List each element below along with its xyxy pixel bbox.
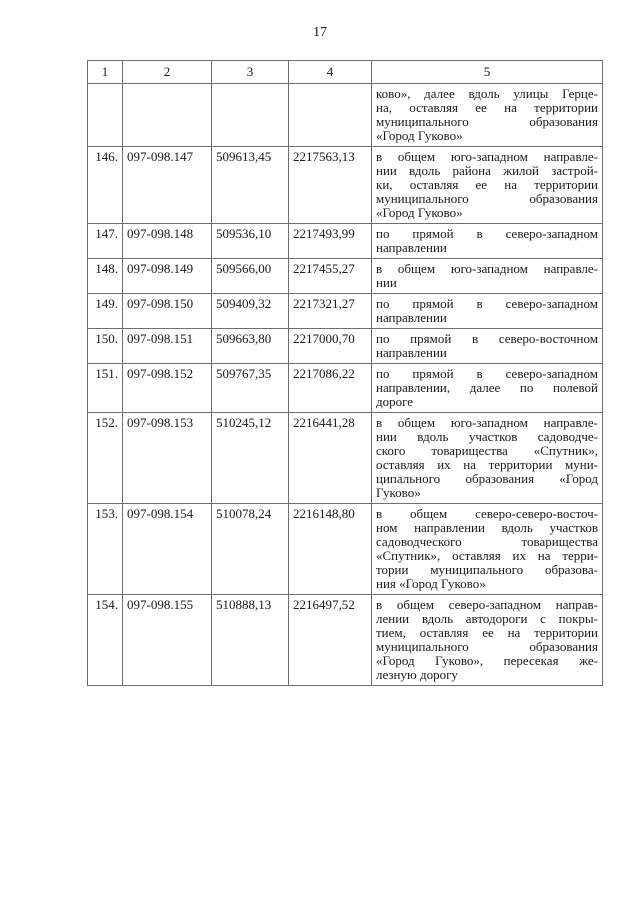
table-row [88, 329, 603, 364]
description-line: в общем юго-западном направле- [376, 415, 598, 430]
table-row [88, 224, 603, 259]
row-number: 154. [88, 595, 123, 686]
row-number: 151. [88, 364, 123, 413]
description-line: на, оставляя ее на территории [376, 100, 598, 115]
description-line: нии вдоль участков садоводче- [376, 429, 598, 444]
point-id: 097-098.151 [123, 329, 212, 364]
header-col-4: 4 [289, 61, 372, 84]
coordinate-y: 2216497,52 [289, 595, 372, 686]
description-line: «Город Гуково», пересекая же- [376, 653, 598, 668]
coordinate-x: 510888,13 [212, 595, 289, 686]
boundary-description [372, 595, 603, 686]
description-line: «Город Гуково» [376, 128, 463, 143]
description-line: муниципального образования [376, 639, 598, 654]
table-row [88, 294, 603, 329]
description-line: оставляя их на территории муни- [376, 457, 598, 472]
row-number: 147. [88, 224, 123, 259]
boundary-description [372, 504, 603, 595]
row-number: 153. [88, 504, 123, 595]
coordinate-y: 2217000,70 [289, 329, 372, 364]
description-line: лезную дорогу [376, 667, 458, 682]
description-line: нии вдоль района жилой застрой- [376, 163, 598, 178]
boundary-description [372, 329, 603, 364]
description-line: в общем юго-западном направле- [376, 261, 598, 276]
point-id: 097-098.149 [123, 259, 212, 294]
coordinate-y: 2216441,28 [289, 413, 372, 504]
header-col-1: 1 [88, 61, 123, 84]
coordinate-x: 509613,45 [212, 147, 289, 224]
coordinate-y: 2217563,13 [289, 147, 372, 224]
description-line: лении вдоль автодороги с покры- [376, 611, 598, 626]
description-line: направлении [376, 345, 447, 360]
description-line: Гуково» [376, 485, 421, 500]
description-line: ки, оставляя ее на территории [376, 177, 598, 192]
coordinate-x: 509536,10 [212, 224, 289, 259]
point-id: 097-098.153 [123, 413, 212, 504]
description-line: ского товарищества «Спутник», [376, 443, 598, 458]
row-number: 146. [88, 147, 123, 224]
description-line: ном направлении вдоль участков [376, 520, 598, 535]
description-line: по прямой в северо-восточном [376, 331, 598, 346]
description-line: ково», далее вдоль улицы Герце- [376, 86, 598, 101]
point-id: 097-098.152 [123, 364, 212, 413]
description-line: направлении [376, 310, 447, 325]
coordinate-y: 2217086,22 [289, 364, 372, 413]
description-line: муниципального образования [376, 191, 598, 206]
boundary-description [372, 294, 603, 329]
description-line: дороге [376, 394, 414, 409]
header-row [88, 61, 603, 84]
point-id: 097-098.147 [123, 147, 212, 224]
description-line: по прямой в северо-западном [376, 366, 598, 381]
coordinate-x: 510078,24 [212, 504, 289, 595]
boundary-description [372, 147, 603, 224]
description-line: муниципального образования [376, 114, 598, 129]
description-line: по прямой в северо-западном [376, 226, 598, 241]
description-line: направлении, далее по полевой [376, 380, 598, 395]
continuation-row [88, 84, 603, 147]
coordinate-y: 2217493,99 [289, 224, 372, 259]
row-number: 152. [88, 413, 123, 504]
row-number: 149. [88, 294, 123, 329]
description-line: ципального образования «Город [376, 471, 598, 486]
description-line: тории муниципального образова- [376, 562, 598, 577]
row-number: 150. [88, 329, 123, 364]
point-id: 097-098.150 [123, 294, 212, 329]
boundary-description [372, 224, 603, 259]
description-line: направлении [376, 240, 447, 255]
coordinate-y: 2217321,27 [289, 294, 372, 329]
description-line: тием, оставляя ее на территории [376, 625, 598, 640]
table-row [88, 259, 603, 294]
boundary-description [372, 259, 603, 294]
coordinate-y: 2216148,80 [289, 504, 372, 595]
continuation-num [88, 84, 123, 147]
coordinate-x: 509767,35 [212, 364, 289, 413]
continuation-description [372, 84, 603, 147]
description-line: в общем северо-северо-восточ- [376, 506, 598, 521]
page-number: 17 [313, 25, 327, 40]
description-line: садоводческого товарищества [376, 534, 598, 549]
continuation-y [289, 84, 372, 147]
description-line: «Город Гуково» [376, 205, 463, 220]
point-id: 097-098.155 [123, 595, 212, 686]
header-col-3: 3 [212, 61, 289, 84]
coordinate-x: 509663,80 [212, 329, 289, 364]
boundary-description [372, 364, 603, 413]
coordinate-y: 2217455,27 [289, 259, 372, 294]
continuation-x [212, 84, 289, 147]
table-row [88, 504, 603, 595]
table-row [88, 364, 603, 413]
header-col-2: 2 [123, 61, 212, 84]
description-line: ния «Город Гуково» [376, 576, 486, 591]
table-row [88, 413, 603, 504]
table-row [88, 147, 603, 224]
continuation-point [123, 84, 212, 147]
description-line: «Спутник», оставляя их на терри- [376, 548, 598, 563]
description-line: в общем юго-западном направле- [376, 149, 598, 164]
point-id: 097-098.148 [123, 224, 212, 259]
table-row [88, 595, 603, 686]
table-body [88, 84, 603, 686]
description-line: по прямой в северо-западном [376, 296, 598, 311]
coordinate-x: 509409,32 [212, 294, 289, 329]
description-line: нии [376, 275, 397, 290]
description-line: в общем северо-западном направ- [376, 597, 598, 612]
boundary-table [87, 60, 603, 686]
boundary-description [372, 413, 603, 504]
header-col-5: 5 [372, 61, 603, 84]
row-number: 148. [88, 259, 123, 294]
coordinate-x: 509566,00 [212, 259, 289, 294]
coordinate-x: 510245,12 [212, 413, 289, 504]
point-id: 097-098.154 [123, 504, 212, 595]
